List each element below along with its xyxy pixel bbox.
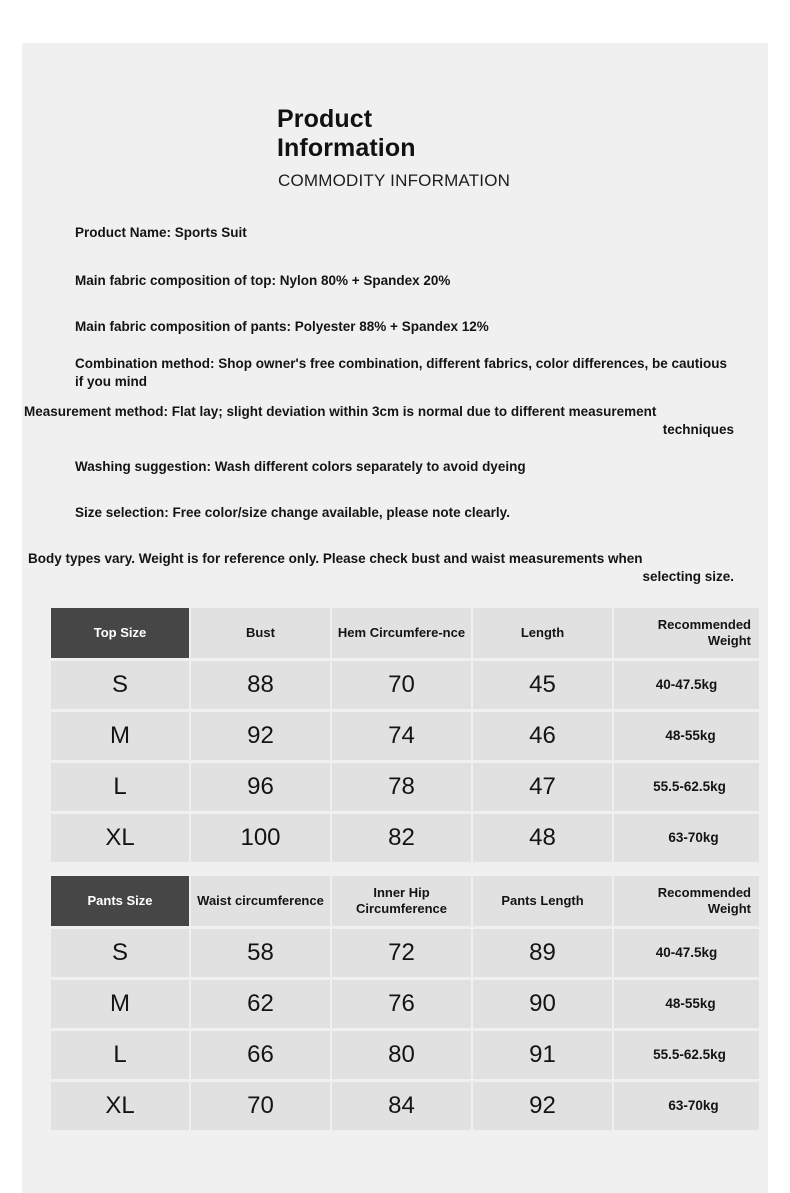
cell-bust: 88 [191,661,330,709]
column-header-length: Length [473,608,612,658]
cell-waist: 70 [191,1082,330,1130]
info-fabric-pants: Main fabric composition of pants: Polyester 88% + Spandex 12% [75,319,489,334]
cell-innerhip: 76 [332,980,471,1028]
table-header-row [51,608,759,658]
cell-bust: 100 [191,814,330,862]
cell-weight: 63-70kg [614,1082,759,1130]
cell-pants-length: 90 [473,980,612,1028]
info-measurement-line-1: Measurement method: Flat lay; slight deviation within 3cm is normal due to different measurement [24,404,657,419]
info-product-name: Product Name: Sports Suit [75,225,247,240]
top-size-table [49,605,761,865]
cell-length: 45 [473,661,612,709]
title-line-2: Information [277,134,416,163]
cell-size: L [51,1031,189,1079]
cell-weight: 40-47.5kg [614,929,759,977]
info-size-selection: Size selection: Free color/size change available, please note clearly. [75,505,510,520]
table-row [51,929,759,977]
cell-waist: 62 [191,980,330,1028]
info-measurement-line-2: techniques [662,421,734,437]
info-body-note-line-1: Body types vary. Weight is for reference only. Please check bust and waist measurements when [28,551,643,566]
info-washing: Washing suggestion: Wash different colors separately to avoid dyeing [75,459,526,474]
cell-pants-length: 89 [473,929,612,977]
table-row [51,814,759,862]
cell-weight: 40-47.5kg [614,661,759,709]
cell-size: M [51,980,189,1028]
column-header-innerhip: Inner Hip Circumference [332,876,471,926]
cell-hem: 82 [332,814,471,862]
table-row [51,661,759,709]
cell-length: 48 [473,814,612,862]
product-information-page [22,43,768,1193]
table-row [51,1031,759,1079]
cell-pants-length: 91 [473,1031,612,1079]
cell-innerhip: 72 [332,929,471,977]
info-combination: Combination method: Shop owner's free combination, different fabrics, color differences, be cautious if you mind [75,356,728,389]
table-row [51,980,759,1028]
cell-hem: 74 [332,712,471,760]
column-header-size: Top Size [51,608,189,658]
cell-bust: 92 [191,712,330,760]
cell-hem: 70 [332,661,471,709]
table-row [51,763,759,811]
cell-weight: 55.5-62.5kg [614,763,759,811]
cell-size: XL [51,814,189,862]
cell-size: XL [51,1082,189,1130]
column-header-pants-length: Pants Length [473,876,612,926]
column-header-weight: Recommended Weight [614,876,759,926]
cell-size: M [51,712,189,760]
cell-length: 46 [473,712,612,760]
cell-weight: 55.5-62.5kg [614,1031,759,1079]
cell-bust: 96 [191,763,330,811]
page-title [277,105,697,164]
cell-weight: 63-70kg [614,814,759,862]
table-header-row [51,876,759,926]
page-subtitle: COMMODITY INFORMATION [278,171,511,190]
cell-weight: 48-55kg [614,712,759,760]
cell-size: L [51,763,189,811]
cell-pants-length: 92 [473,1082,612,1130]
cell-waist: 58 [191,929,330,977]
info-body-note-line-2: selecting size. [642,568,734,584]
column-header-size: Pants Size [51,876,189,926]
cell-size: S [51,661,189,709]
info-body-note [22,550,734,586]
cell-length: 47 [473,763,612,811]
cell-innerhip: 80 [332,1031,471,1079]
info-fabric-top: Main fabric composition of top: Nylon 80% + Spandex 20% [75,273,451,288]
cell-innerhip: 84 [332,1082,471,1130]
title-line-1: Product [277,105,373,133]
pants-size-table [49,873,761,1133]
info-measurement [22,403,734,439]
table-row [51,1082,759,1130]
column-header-hem: Hem Circumfere-nce [332,608,471,658]
cell-waist: 66 [191,1031,330,1079]
table-row [51,712,759,760]
column-header-waist: Waist circumference [191,876,330,926]
cell-hem: 78 [332,763,471,811]
column-header-weight: Recommended Weight [614,608,759,658]
cell-weight: 48-55kg [614,980,759,1028]
column-header-bust: Bust [191,608,330,658]
cell-size: S [51,929,189,977]
